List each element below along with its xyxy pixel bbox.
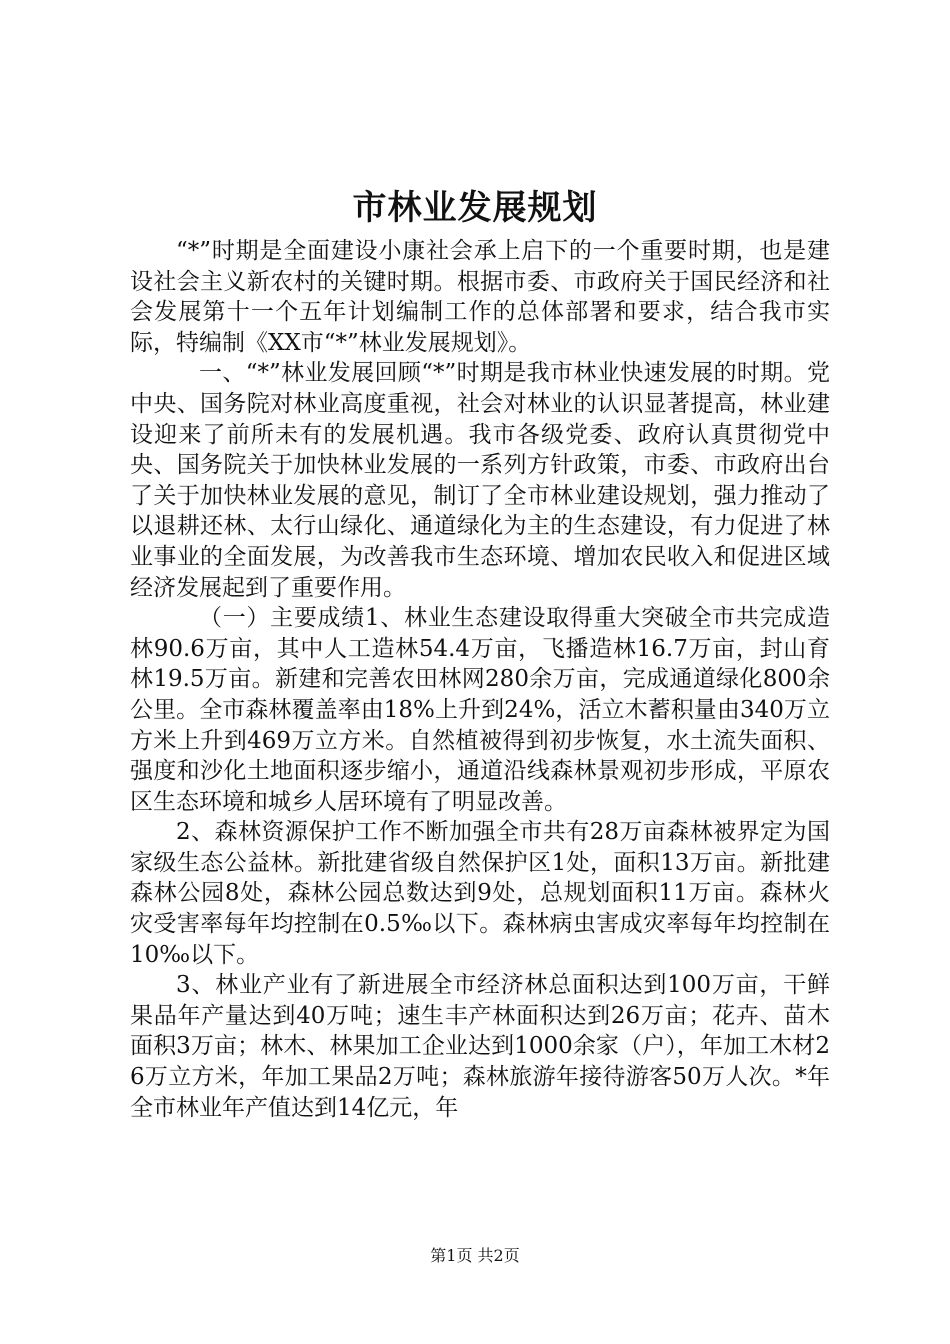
paragraph-review: 一、“*”林业发展回顾“*”时期是我市林业快速发展的时期。党中央、国务院对林业高度重视，社会对林业的认识显著提高，林业建设迎来了前所未有的发展机遇。我市各级党委、政府认真贯彻党中央、国务院关于加快林业发展的一系列方针政策，市委、市政府出台了关于加快林业发展的意见，制订了全市林业建设规划，强力推动了以退耕还林、太行山绿化、通道绿化为主的生态建设，有力促进了林业事业的全面发展，为改善我市生态环境、增加农民收入和促进区域经济发展起到了重要作用。 [130, 360, 830, 601]
document-body [130, 236, 830, 1123]
paragraph-achievements: （一）主要成绩1、林业生态建设取得重大突破全市共完成造林90.6万亩，其中人工造林54.4万亩，飞播造林16.7万亩，封山育林19.5万亩。新建和完善农田林网280余万亩，完成通道绿化800余公里。全市森林覆盖率由18%上升到24%，活立木蓄积量由340万立方米上升到469万立方米。自然植被得到初步恢复，水土流失面积、强度和沙化土地面积逐步缩小，通道沿线森林景观初步形成，平原农区生态环境和城乡人居环境有了明显改善。 [130, 605, 830, 815]
paragraph-industry: 3、林业产业有了新进展全市经济林总面积达到100万亩，干鲜果品年产量达到40万吨；速生丰产林面积达到26万亩；花卉、苗木面积3万亩；林木、林果加工企业达到1000余家（户），年加工木材26万立方米，年加工果品2万吨；森林旅游年接待游客50万人次。*年全市林业年产值达到14亿元，年 [130, 972, 830, 1121]
page-footer: 第1页 共2页 [430, 1246, 520, 1265]
paragraph-intro: “*”时期是全面建设小康社会承上启下的一个重要时期，也是建设社会主义新农村的关键时期。根据市委、市政府关于国民经济和社会发展第十一个五年计划编制工作的总体部署和要求，结合我市实际，特编制《XX市“*”林业发展规划》。 [130, 238, 830, 356]
paragraph-protection: 2、森林资源保护工作不断加强全市共有28万亩森林被界定为国家级生态公益林。新批建省级自然保护区1处，面积13万亩。新批建森林公园8处，森林公园总数达到9处，总规划面积11万亩。森林火灾受害率每年均控制在0.5‰以下。森林病虫害成灾率每年均控制在10‰以下。 [130, 819, 830, 968]
document-title: 市林业发展规划 [352, 188, 598, 228]
